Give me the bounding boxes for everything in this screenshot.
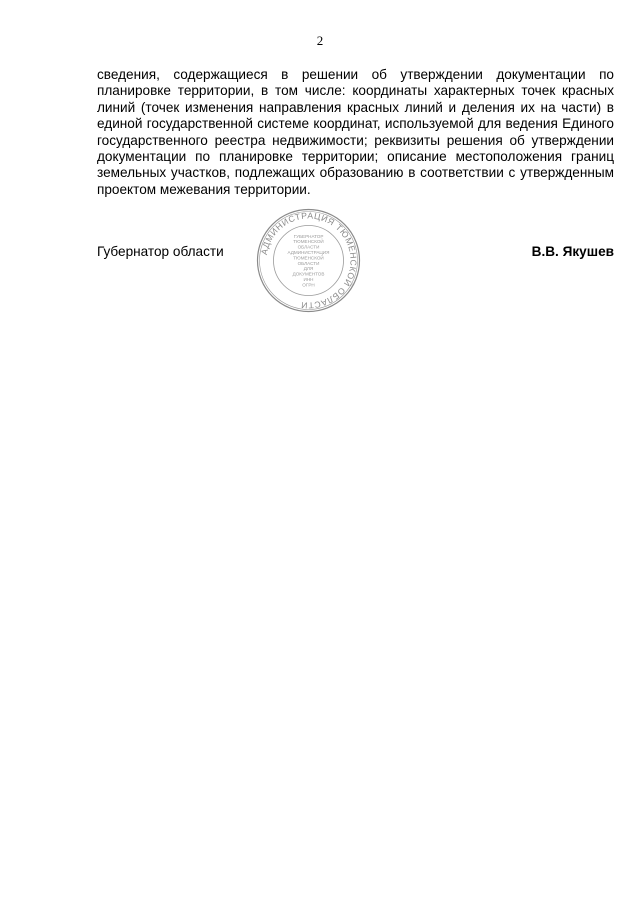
page-number: 2 (316, 33, 324, 48)
body-paragraph: сведения, содержащиеся в решении об утверждении документации по планировке территории, в том числе: координаты характерных точек красных линий (точек изменения направления красных линий и деления их на части) в единой государственной системе координат, используемой для ведения Единого государственного реестра недвижимости; реквизиты решения об утверждении документации по планировке территории; описание местоположения границ земельных участков, подлежащих образованию в соответствии с утвержденным проектом межевания территории. (97, 67, 614, 197)
seal-center-line: ДЛЯ (303, 266, 314, 272)
signatory-name: В.В. Якушев (531, 244, 614, 259)
signatory-position: Губернатор области (97, 244, 224, 259)
seal-center-line: ИНН (303, 277, 314, 282)
seal-center-line: ОГРН (302, 282, 315, 288)
official-seal-stamp (255, 207, 362, 314)
seal-center-line: ОБЛАСТИ (297, 260, 320, 266)
seal-center-text (288, 234, 330, 288)
seal-center-line: ДОКУМЕНТОВ (292, 271, 325, 277)
seal-center-line: ГУБЕРНАТОР (293, 233, 324, 239)
seal-ring-text: АДМИНИСТРАЦИЯ ТЮМЕНСКОЙ ОБЛАСТИ (258, 210, 359, 311)
seal-center-line: ТЮМЕНСКОЙ (293, 255, 324, 261)
seal-center-line: ТЮМЕНСКОЙ (293, 239, 324, 245)
seal-center-line: ОБЛАСТИ (297, 244, 320, 250)
seal-center-line: АДМИНИСТРАЦИЯ (287, 250, 330, 255)
